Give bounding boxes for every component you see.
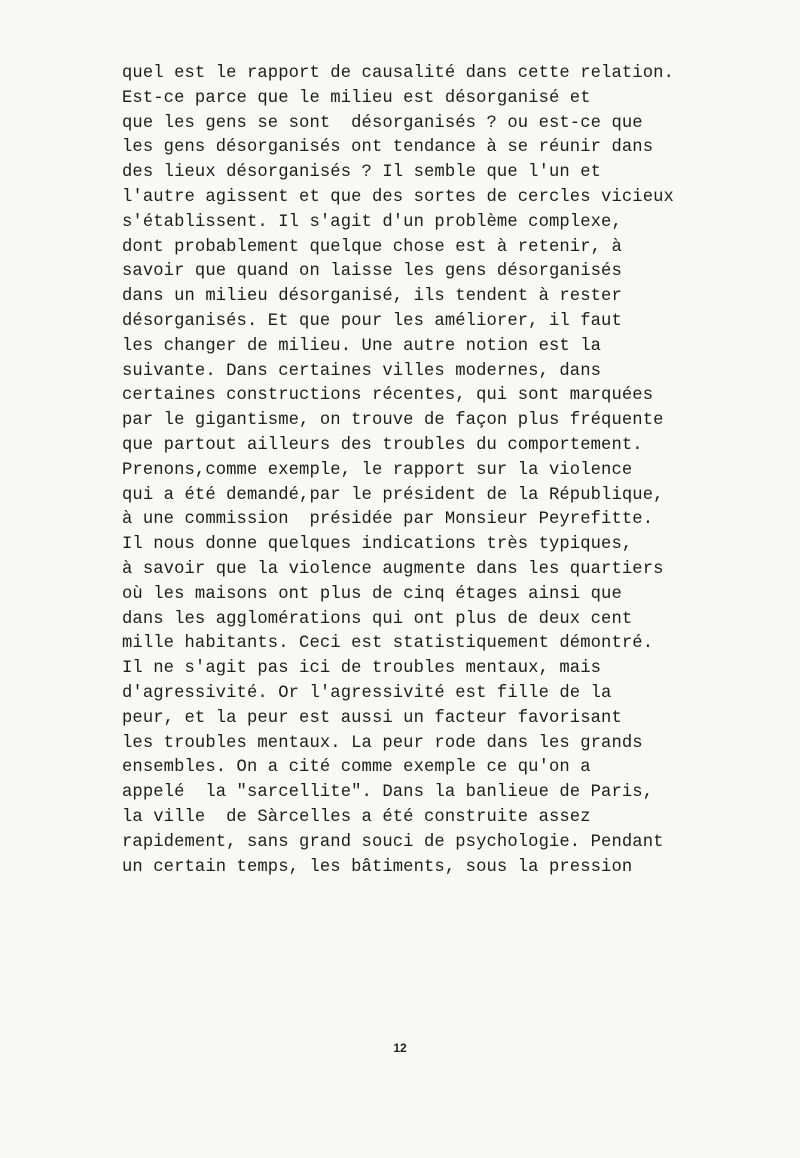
text-line: désorganisés. Et que pour les améliorer, il faut (122, 311, 622, 331)
text-line: à une commission présidée par Monsieur Peyrefitte. (122, 510, 654, 530)
text-line: qui a été demandé,par le président de la République, (122, 485, 664, 505)
text-line: rapidement, sans grand souci de psychologie. Pendant (122, 832, 664, 852)
text-line: que les gens se sont désorganisés ? ou est-ce que (122, 113, 643, 133)
text-line: quel est le rapport de causalité dans cette relation. (122, 64, 674, 83)
text-line: que partout ailleurs des troubles du comportement. (122, 435, 643, 455)
text-line: à savoir que la violence augmente dans les quartiers (122, 559, 664, 579)
text-line: l'autre agissent et que des sortes de cercles vicieux (122, 187, 674, 207)
text-line: Est-ce parce que le milieu est désorganisé et (122, 88, 591, 108)
text-line: suivante. Dans certaines villes modernes, dans (122, 361, 602, 381)
text-line: Il nous donne quelques indications très typiques, (122, 535, 633, 555)
text-line: les troubles mentaux. La peur rode dans les grands (122, 733, 643, 753)
text-line: appelé la "sarcellite". Dans la banlieue de Paris, (122, 783, 654, 803)
text-line: Prenons,comme exemple, le rapport sur la violence (122, 460, 633, 480)
text-line: par le gigantisme, on trouve de façon plus fréquente (122, 411, 664, 431)
text-line: d'agressivité. Or l'agressivité est fille de la (122, 683, 612, 703)
page-number: 12 (393, 1041, 407, 1055)
text-line: peur, et la peur est aussi un facteur favorisant (122, 708, 622, 728)
body-text (122, 62, 792, 880)
text-line: mille habitants. Ceci est statistiquement démontré. (122, 634, 654, 654)
text-line: dans un milieu désorganisé, ils tendent à rester (122, 287, 622, 307)
text-line: savoir que quand on laisse les gens désorganisés (122, 262, 622, 282)
text-line: les changer de milieu. Une autre notion est la (122, 336, 602, 356)
text-line: dont probablement quelque chose est à retenir, à (122, 237, 622, 257)
text-line: la ville de Sàrcelles a été construite assez (122, 807, 591, 827)
text-line: Il ne s'agit pas ici de troubles mentaux, mais (122, 659, 602, 679)
text-line: où les maisons ont plus de cinq étages ainsi que (122, 584, 622, 604)
text-line: des lieux désorganisés ? Il semble que l'un et (122, 163, 602, 183)
text-line: les gens désorganisés ont tendance à se réunir dans (122, 138, 654, 158)
text-line: un certain temps, les bâtiments, sous la pression (122, 857, 633, 877)
text-line: dans les agglomérations qui ont plus de deux cent (122, 609, 633, 629)
text-line: certaines constructions récentes, qui sont marquées (122, 386, 654, 406)
text-line: s'établissent. Il s'agit d'un problème complexe, (122, 212, 622, 232)
text-line: ensembles. On a cité comme exemple ce qu'on a (122, 758, 591, 778)
